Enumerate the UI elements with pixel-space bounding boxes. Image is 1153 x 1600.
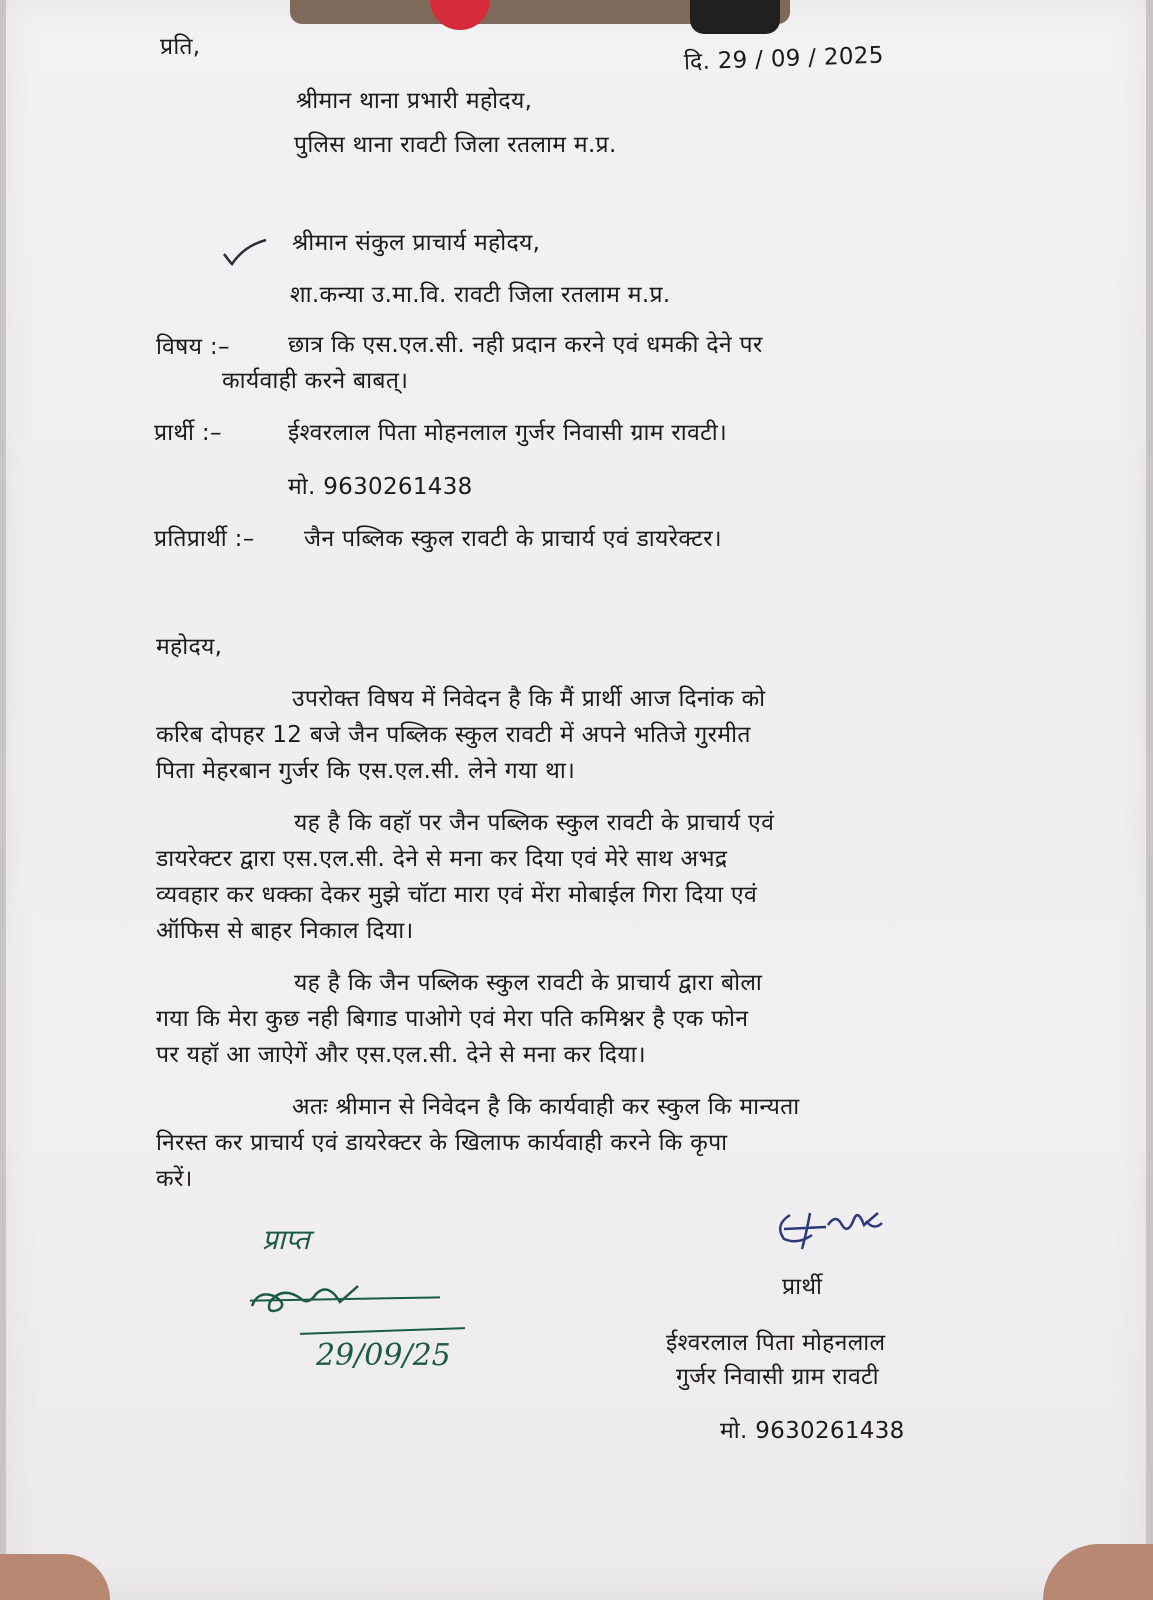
para-4-line-3: करें। [156, 1166, 193, 1192]
para-2-line-3: व्यवहार कर धक्का देकर मुझे चॉटा मारा एवं मेंरा मोबाईल गिरा दिया एवं [156, 882, 758, 908]
para-2-line-1: यह है कि वहॉ पर जैन पब्लिक स्कुल रावटी के प्राचार्य एवं [294, 810, 775, 836]
para-3-line-1: यह है कि जैन पब्लिक स्कुल रावटी के प्राचार्य द्वारा बोला [294, 970, 763, 996]
addressee-1-line1: श्रीमान थाना प्रभारी महोदय, [296, 88, 533, 114]
subject-line1: छात्र कि एस.एल.सी. नही प्रदान करने एवं धमकी देने पर [288, 332, 763, 358]
respondent-text: जैन पब्लिक स्कुल रावटी के प्राचार्य एवं डायरेक्टर। [304, 526, 722, 552]
addressee-2-line2: शा.कन्या उ.मा.वि. रावटी जिला रतलाम म.प्र. [290, 282, 671, 308]
applicant-label: प्रार्थी :– [154, 420, 222, 446]
signoff-name-line1: ईश्वरलाल पिता मोहनलाल [666, 1330, 886, 1356]
para-4-line-1: अतः श्रीमान से निवेदन है कि कार्यवाही कर स्कुल कि मान्यता [292, 1094, 800, 1120]
clip-black-grip [690, 0, 780, 34]
applicant-signature [770, 1195, 890, 1255]
checkmark-icon [222, 236, 268, 266]
para-3-line-3: पर यहॉ आ जाऐगें और एस.एल.सी. देने से मना कर दिया। [156, 1042, 646, 1068]
applicant-mobile: मो. 9630261438 [288, 474, 473, 500]
salutation: महोदय, [156, 634, 223, 660]
letter-paper [6, 0, 1146, 1600]
para-1-line-3: पिता मेहरबान गुर्जर कि एस.एल.सी. लेने गया था। [156, 758, 576, 784]
addressee-2-line1: श्रीमान संकुल प्राचार्य महोदय, [292, 230, 541, 256]
signoff-mobile: मो. 9630261438 [720, 1418, 905, 1444]
para-2-line-2: डायरेक्टर द्वारा एस.एल.सी. देने से मना कर दिया एवं मेरे साथ अभद्र [156, 846, 728, 872]
addressee-1-line2: पुलिस थाना रावटी जिला रतलाम म.प्र. [294, 132, 617, 158]
handwritten-receipt-date: 29/09/25 [316, 1338, 451, 1373]
para-2-line-4: ऑफिस से बाहर निकाल दिया। [156, 918, 414, 944]
subject-line2: कार्यवाही करने बाबत्। [222, 368, 409, 394]
para-1-line-1: उपरोक्त विषय में निवेदन है कि मैं प्रार्थी आज दिनांक को [292, 686, 766, 712]
handwritten-received-word: प्राप्त [262, 1223, 310, 1256]
para-4-line-2: निरस्त कर प्राचार्य एवं डायरेक्टर के खिलाफ कार्यवाही करने कि कृपा [156, 1130, 728, 1156]
para-1-line-2: करिब दोपहर 12 बजे जैन पब्लिक स्कुल रावटी में अपने भतिजे गुरमीत [156, 722, 751, 748]
subject-label: विषय :– [156, 334, 230, 360]
signoff-name-line2: गुर्जर निवासी ग्राम रावटी [676, 1364, 879, 1390]
to-label: प्रति, [160, 34, 201, 60]
para-3-line-2: गया कि मेरा कुछ नही बिगाड पाओगे एवं मेरा पति कमिश्नर है एक फोन [156, 1006, 749, 1032]
letter-date: दि. 29 / 09 / 2025 [683, 42, 885, 76]
signoff-role: प्रार्थी [782, 1274, 823, 1300]
applicant-text: ईश्वरलाल पिता मोहनलाल गुर्जर निवासी ग्राम रावटी। [288, 420, 727, 446]
respondent-label: प्रतिप्रार्थी :– [154, 526, 255, 552]
